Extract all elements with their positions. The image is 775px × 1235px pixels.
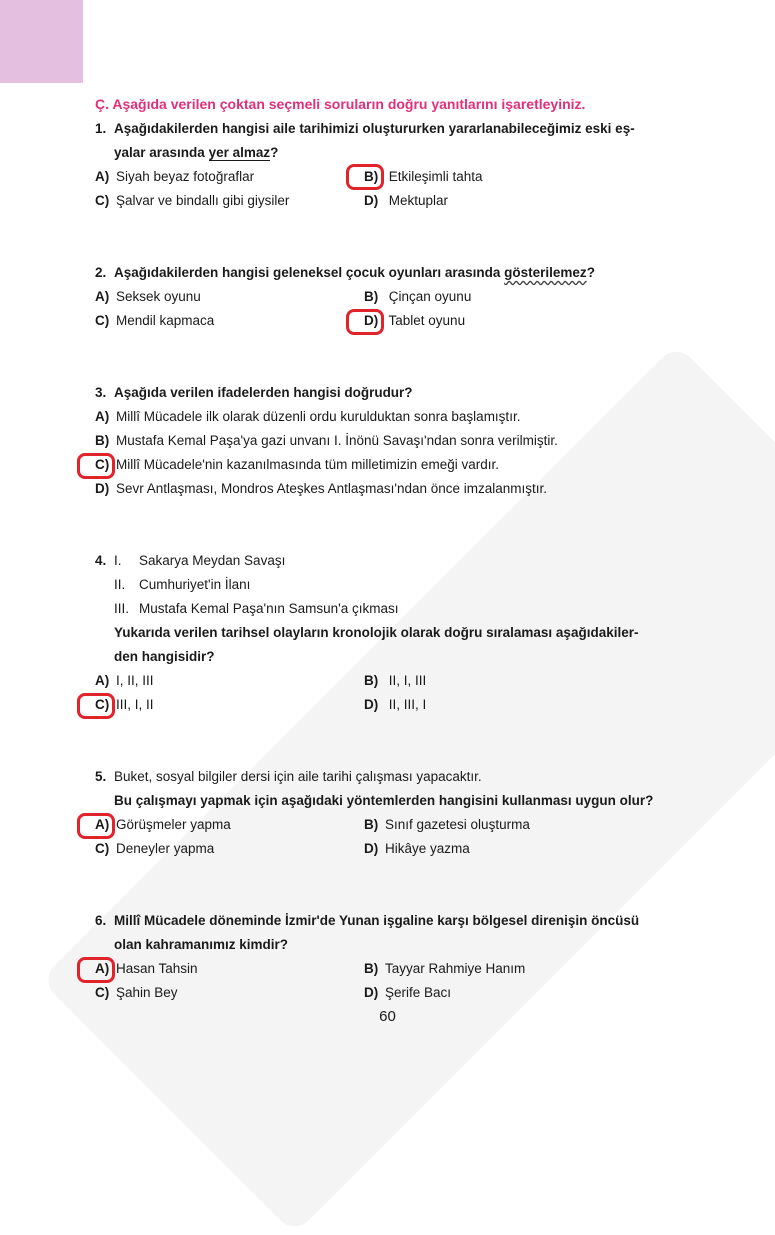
option-text: Tablet oyunu: [388, 313, 466, 328]
option-letter: D): [364, 841, 379, 856]
question-6-stem-cont: olan kahramanımız kimdir?: [114, 937, 289, 952]
stem-text: ?: [270, 145, 279, 160]
option-text: Hasan Tahsin: [116, 961, 198, 976]
question-1-stem-cont: [95, 141, 695, 165]
emphasis-underline: gösterilemez: [504, 265, 587, 280]
question-number: 4.: [95, 553, 107, 568]
stem-text: Aşağıda verilen ifadelerden hangisi doğrudur?: [114, 385, 413, 400]
option-d[interactable]: [364, 981, 451, 1005]
option-text: I, II, III: [116, 673, 154, 688]
stem-text: yalar arasında: [114, 145, 209, 160]
option-row: [95, 693, 695, 717]
option-row: [95, 981, 695, 1005]
question-number: 2.: [95, 265, 107, 280]
option-letter: A): [95, 817, 110, 832]
option-text: Mendil kapmaca: [116, 313, 215, 328]
option-letter: A): [95, 289, 110, 304]
option-text: II, III, I: [388, 697, 427, 712]
option-text: Tayyar Rahmiye Hanım: [385, 961, 526, 976]
option-row: [95, 837, 695, 861]
option-d[interactable]: [364, 189, 448, 213]
intro-text: Buket, sosyal bilgiler dersi için aile tarihi çalışması yapacaktır.: [114, 769, 482, 784]
question-3-stem: [95, 381, 695, 405]
option-text: Sevr Antlaşması, Mondros Ateşkes Antlaşması'ndan önce imzalanmıştır.: [116, 481, 548, 496]
option-a[interactable]: [95, 669, 154, 693]
option-letter: A): [95, 961, 110, 976]
option-letter: B): [364, 289, 379, 304]
option-text: Şahin Bey: [116, 985, 178, 1000]
question-4-stem-cont: den hangisidir?: [114, 649, 215, 664]
option-a[interactable]: [95, 285, 201, 309]
option-b[interactable]: [364, 669, 426, 693]
corner-tab: [0, 0, 83, 83]
option-letter: C): [95, 697, 110, 712]
option-letter: A): [95, 673, 110, 688]
option-letter: B): [364, 817, 379, 832]
question-number: 6.: [95, 913, 107, 928]
option-letter: C): [95, 457, 110, 472]
question-number: 3.: [95, 385, 107, 400]
option-text: Şalvar ve bindallı gibi giysiler: [116, 193, 290, 208]
option-text: Sınıf gazetesi oluşturma: [385, 817, 530, 832]
option-b[interactable]: [364, 957, 525, 981]
option-text: II, I, III: [388, 673, 427, 688]
option-letter: A): [95, 409, 110, 424]
option-row: [95, 165, 695, 189]
option-row: [95, 813, 695, 837]
option-text: Mustafa Kemal Paşa'ya gazi unvanı I. İnönü Savaşı'ndan sonra verilmiştir.: [116, 433, 558, 448]
option-letter: C): [95, 193, 110, 208]
emphasis-underline: yer almaz: [208, 145, 271, 160]
option-d[interactable]: [364, 693, 426, 717]
option-c[interactable]: [95, 309, 214, 333]
option-letter: B): [95, 433, 110, 448]
roman-numeral: III.: [114, 601, 130, 616]
question-5-intro: [95, 765, 695, 789]
option-text: Siyah beyaz fotoğraflar: [116, 169, 255, 184]
question-4: [95, 549, 695, 717]
option-c[interactable]: [95, 453, 695, 477]
option-letter: D): [95, 481, 110, 496]
option-b[interactable]: [364, 285, 471, 309]
option-c[interactable]: [95, 189, 289, 213]
roman-numeral: I.: [114, 553, 122, 568]
option-d[interactable]: [364, 837, 470, 861]
option-letter: D): [364, 985, 379, 1000]
option-text: Seksek oyunu: [116, 289, 201, 304]
answer-mark-circle: [77, 693, 115, 719]
option-letter: D): [364, 313, 379, 328]
option-row: [95, 309, 695, 333]
question-4-event-1: [95, 549, 695, 573]
question-6-stem: [95, 909, 695, 933]
answer-mark-circle: [346, 164, 384, 190]
option-text: Etkileşimli tahta: [388, 169, 483, 184]
option-a[interactable]: [95, 813, 231, 837]
question-number: 1.: [95, 121, 107, 136]
option-letter: D): [364, 193, 379, 208]
question-1: [95, 117, 695, 213]
option-c[interactable]: [95, 981, 178, 1005]
option-letter: C): [95, 313, 110, 328]
question-2: [95, 261, 695, 333]
question-number: 5.: [95, 769, 107, 784]
event-text: Sakarya Meydan Savaşı: [139, 553, 286, 568]
question-2-stem: [95, 261, 695, 285]
option-row: [95, 285, 695, 309]
option-text: Deneyler yapma: [116, 841, 215, 856]
event-text: Mustafa Kemal Paşa'nın Samsun'a çıkması: [139, 601, 399, 616]
option-letter: B): [364, 169, 379, 184]
option-d[interactable]: [95, 477, 695, 501]
option-row: [95, 189, 695, 213]
option-text: Şerife Bacı: [385, 985, 452, 1000]
answer-mark-circle: [77, 813, 115, 839]
question-4-stem: Yukarıda verilen tarihsel olayların kronolojik olarak doğru sıralaması aşağıdakiler-: [114, 625, 639, 640]
option-a[interactable]: [95, 405, 695, 429]
question-5: [95, 765, 695, 861]
answer-mark-circle: [77, 453, 115, 479]
question-3: [95, 381, 695, 501]
option-text: Görüşmeler yapma: [116, 817, 231, 832]
option-text: III, I, II: [116, 697, 154, 712]
option-text: Millî Mücadele ilk olarak düzenli ordu kurulduktan sonra başlamıştır.: [116, 409, 521, 424]
answer-mark-circle: [77, 957, 115, 983]
option-letter: D): [364, 697, 379, 712]
section-title: Ç. Aşağıda verilen çoktan seçmeli soruların doğru yanıtlarını işaretleyiniz.: [95, 96, 586, 112]
option-text: Hikâye yazma: [385, 841, 470, 856]
question-4-event-3: [95, 597, 695, 621]
question-6: [95, 909, 695, 1005]
option-letter: B): [364, 961, 379, 976]
option-letter: C): [95, 841, 110, 856]
option-letter: C): [95, 985, 110, 1000]
option-text: Millî Mücadele'nin kazanılmasında tüm milletimizin emeği vardır.: [116, 457, 499, 472]
page-number: 60: [379, 1008, 396, 1025]
stem-line: Aşağıdakilerden hangisi aile tarihimizi oluştururken yararlanabileceğimiz eski eş-: [114, 121, 635, 136]
roman-numeral: II.: [114, 577, 126, 592]
option-a[interactable]: [95, 165, 254, 189]
option-text: Çinçan oyunu: [388, 289, 472, 304]
stem-text: Aşağıdakilerden hangisi geleneksel çocuk oyunları arasında: [114, 265, 505, 280]
option-text: Mektuplar: [388, 193, 449, 208]
answer-mark-circle: [346, 309, 384, 335]
option-letter: A): [95, 169, 110, 184]
question-5-stem: Bu çalışmayı yapmak için aşağıdaki yöntemlerden hangisini kullanması uygun olur?: [114, 793, 654, 808]
question-1-stem: [95, 117, 695, 141]
option-letter: B): [364, 673, 379, 688]
option-row: [95, 669, 695, 693]
option-b[interactable]: [364, 813, 530, 837]
option-b[interactable]: [95, 429, 695, 453]
option-row: [95, 957, 695, 981]
event-text: Cumhuriyet'in İlanı: [139, 577, 251, 592]
question-4-event-2: [95, 573, 695, 597]
option-c[interactable]: [95, 837, 214, 861]
stem-text: Millî Mücadele döneminde İzmir'de Yunan işgaline karşı bölgesel direnişin öncüsü: [114, 913, 640, 928]
stem-text: ?: [586, 265, 595, 280]
